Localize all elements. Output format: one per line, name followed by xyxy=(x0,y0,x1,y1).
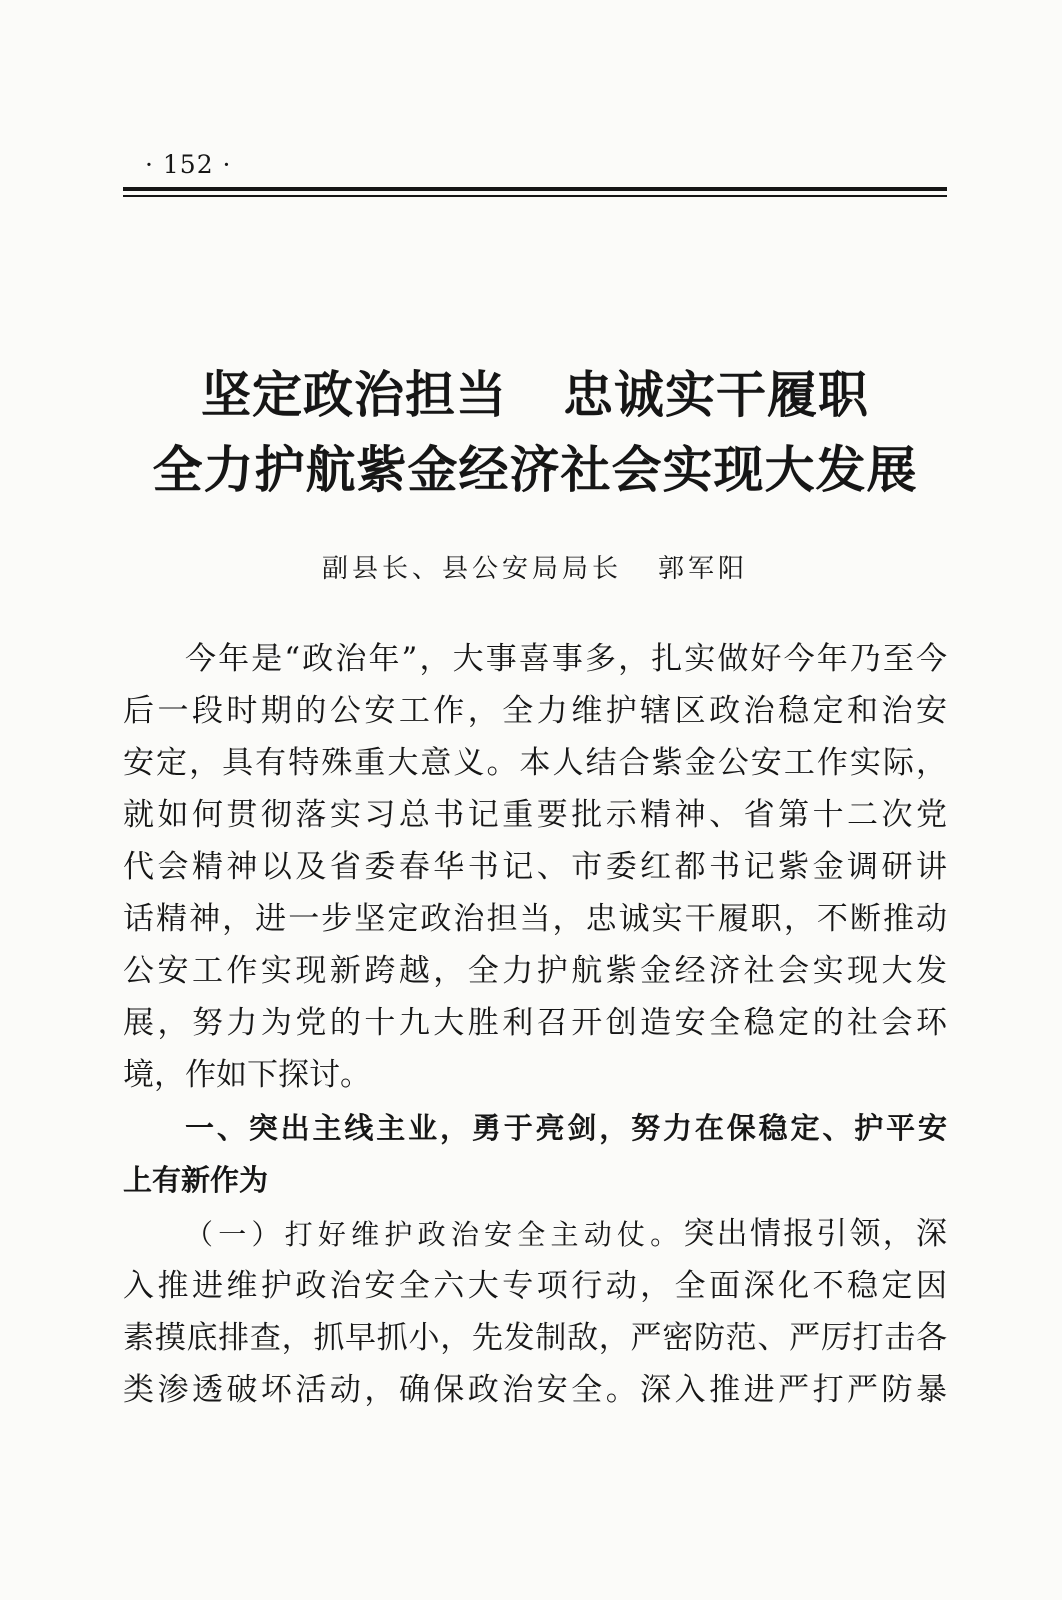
section-heading-line: 一、突出主线主业，勇于亮剑，努力在保稳定、护平安 xyxy=(185,1111,947,1145)
intro-line: 代会精神以及省委春华书记、市委红都书记紫金调研讲 xyxy=(123,849,947,885)
intro-line: 就如何贯彻落实习总书记重要批示精神、省第十二次党 xyxy=(123,797,947,833)
subsection-text: 突出情报引领，深 xyxy=(683,1216,947,1252)
subsection-label: （一）打好维护政治安全主动仗。 xyxy=(185,1218,684,1251)
subsection-line: 类渗透破坏活动，确保政治安全。深入推进严打严防暴 xyxy=(123,1372,947,1408)
header-rule-thick xyxy=(123,187,947,191)
subsection-line xyxy=(185,1207,947,1261)
author-position: 副县长、县公安局局长 xyxy=(321,554,622,584)
article-title-line-2: 全力护航紫金经济社会实现大发展 xyxy=(152,441,918,499)
subsection-line: 素摸底排查，抓早抓小，先发制敌，严密防范、严厉打击各 xyxy=(123,1320,947,1356)
intro-line: 话精神，进一步坚定政治担当，忠诚实干履职，不断推动 xyxy=(123,901,947,937)
article-title-part-2: 忠诚实干履职 xyxy=(563,366,869,424)
intro-line: 展，努力为党的十九大胜利召开创造安全稳定的社会环 xyxy=(123,1005,947,1041)
article-title-part-1: 坚定政治担当 xyxy=(201,366,507,424)
intro-line: 今年是“政治年”，大事喜事多，扎实做好今年乃至今 xyxy=(185,641,947,677)
intro-line: 后一段时期的公安工作，全力维护辖区政治稳定和治安 xyxy=(123,693,947,729)
article-title-line-1 xyxy=(123,355,947,427)
intro-line: 安定，具有特殊重大意义。本人结合紫金公安工作实际， xyxy=(123,745,947,781)
author-byline xyxy=(123,548,947,585)
page-number: · 152 · xyxy=(145,150,232,179)
header-rule-thin xyxy=(123,195,947,197)
intro-line: 境，作如下探讨。 xyxy=(123,1057,371,1093)
author-name: 郭军阳 xyxy=(658,554,749,584)
subsection-line: 入推进维护政治安全六大专项行动，全面深化不稳定因 xyxy=(123,1268,947,1304)
section-heading-line: 上有新作为 xyxy=(123,1163,269,1197)
intro-line: 公安工作实现新跨越，全力护航紫金经济社会实现大发 xyxy=(123,953,947,989)
